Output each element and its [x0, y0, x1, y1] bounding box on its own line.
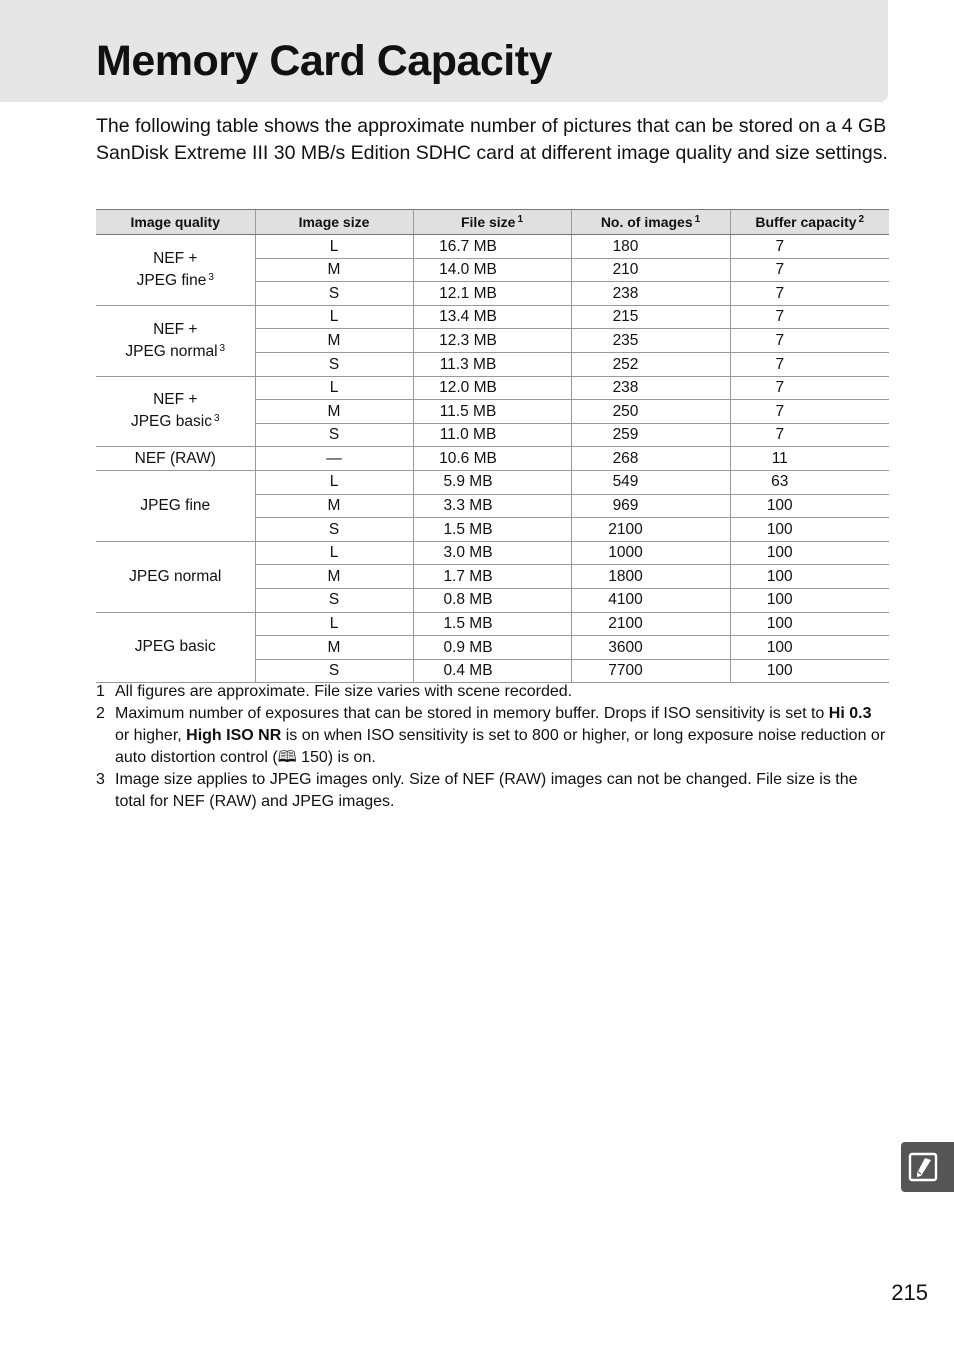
- buffer-capacity-cell: 100: [730, 636, 889, 660]
- file-size-cell: 12.1 MB: [413, 282, 571, 306]
- image-quality-label: NEF +: [153, 391, 198, 409]
- image-size-cell: M: [255, 329, 413, 353]
- footnote-number: 3: [96, 771, 105, 788]
- image-count-cell: 1000: [571, 541, 730, 565]
- file-size-cell: 12.0 MB: [413, 376, 571, 400]
- buffer-capacity-cell: 11: [730, 447, 889, 471]
- buffer-capacity-cell: 7: [730, 400, 889, 424]
- buffer-capacity-cell: 7: [730, 235, 889, 259]
- column-header-label: Image size: [298, 214, 370, 230]
- buffer-capacity-cell: 100: [730, 565, 889, 589]
- file-size-cell: 0.9 MB: [413, 636, 571, 660]
- image-quality-cell: [96, 235, 255, 306]
- intro-paragraph: The following table shows the approximate number of pictures that can be stored on a 4 GB SanDisk Extreme III 30 MB/s Edition SDHC card at different image quality and size settings.: [96, 115, 888, 164]
- page-number: 215: [891, 1280, 928, 1305]
- image-count-cell: 235: [571, 329, 730, 353]
- image-count-cell: 259: [571, 423, 730, 447]
- file-size-cell: 10.6 MB: [413, 447, 571, 471]
- column-header-label: Buffer capacity: [755, 214, 857, 230]
- image-size-cell: S: [255, 659, 413, 683]
- buffer-capacity-cell: 100: [730, 612, 889, 636]
- image-quality-cell: [96, 305, 255, 376]
- footnote-text: [115, 681, 888, 703]
- footnote-text: [115, 703, 888, 769]
- file-size-cell: 11.3 MB: [413, 352, 571, 376]
- image-size-cell: —: [255, 447, 413, 471]
- footnote-marker: 1: [517, 214, 524, 225]
- buffer-capacity-cell: 100: [730, 494, 889, 518]
- footnote-marker: 2: [858, 214, 865, 225]
- file-size-cell: 16.7 MB: [413, 235, 571, 259]
- image-count-cell: 3600: [571, 636, 730, 660]
- image-size-cell: S: [255, 282, 413, 306]
- footnote-text-part: Maximum number of exposures that can be stored in memory buffer. Drops if ISO sensitivity is set to: [115, 705, 829, 722]
- column-header: [730, 210, 889, 235]
- image-size-cell: S: [255, 588, 413, 612]
- section-tab: [901, 1142, 954, 1192]
- footnote: [96, 769, 888, 813]
- buffer-capacity-cell: 7: [730, 329, 889, 353]
- image-count-cell: 969: [571, 494, 730, 518]
- image-count-cell: 7700: [571, 659, 730, 683]
- footnote-marker: 3: [219, 342, 226, 354]
- table-row: [96, 541, 889, 565]
- image-count-cell: 549: [571, 470, 730, 494]
- menu-item-name: High ISO NR: [186, 727, 282, 744]
- menu-item-name: Hi 0.3: [828, 705, 872, 722]
- footnote-text-part: Image size applies to JPEG images only. Size of NEF (RAW) images can not be changed. File size is the total for NEF (RAW) and JPEG images.: [115, 771, 858, 810]
- image-quality-label: JPEG fine: [140, 496, 211, 514]
- book-icon: 🕮: [277, 749, 297, 766]
- image-size-cell: M: [255, 258, 413, 282]
- file-size-cell: 11.5 MB: [413, 400, 571, 424]
- image-size-cell: L: [255, 612, 413, 636]
- table-row: [96, 612, 889, 636]
- image-count-cell: 250: [571, 400, 730, 424]
- image-quality-cell: [96, 470, 255, 541]
- image-quality-label: JPEG basic: [130, 413, 212, 431]
- footnote-number: 1: [96, 683, 105, 700]
- image-count-cell: 2100: [571, 612, 730, 636]
- footnote-marker: 3: [213, 413, 220, 425]
- image-size-cell: L: [255, 541, 413, 565]
- file-size-cell: 0.4 MB: [413, 659, 571, 683]
- column-header-label: No. of images: [600, 214, 693, 230]
- image-count-cell: 180: [571, 235, 730, 259]
- footnotes: [96, 681, 888, 813]
- image-quality-cell: [96, 612, 255, 683]
- footnote-number: 2: [96, 705, 105, 722]
- image-count-cell: 238: [571, 282, 730, 306]
- image-count-cell: 2100: [571, 518, 730, 542]
- column-header-label: File size: [460, 214, 516, 230]
- buffer-capacity-cell: 7: [730, 423, 889, 447]
- image-count-cell: 210: [571, 258, 730, 282]
- column-header: [255, 210, 413, 235]
- image-size-cell: L: [255, 470, 413, 494]
- file-size-cell: 0.8 MB: [413, 588, 571, 612]
- footnote-marker: 3: [208, 271, 214, 283]
- table-row: [96, 470, 889, 494]
- file-size-cell: 1.5 MB: [413, 518, 571, 542]
- file-size-cell: 3.3 MB: [413, 494, 571, 518]
- image-quality-label: JPEG fine: [136, 271, 207, 289]
- image-quality-label: JPEG basic: [134, 638, 216, 656]
- table-row: [96, 235, 889, 259]
- image-size-cell: M: [255, 565, 413, 589]
- image-count-cell: 4100: [571, 588, 730, 612]
- image-size-cell: M: [255, 400, 413, 424]
- table-row: [96, 376, 889, 400]
- image-quality-label: JPEG normal: [129, 567, 222, 585]
- file-size-cell: 13.4 MB: [413, 305, 571, 329]
- buffer-capacity-cell: 7: [730, 282, 889, 306]
- column-header: [96, 210, 255, 235]
- image-quality-label: NEF +: [153, 320, 198, 338]
- image-size-cell: S: [255, 518, 413, 542]
- file-size-cell: 14.0 MB: [413, 258, 571, 282]
- image-quality-cell: [96, 447, 255, 471]
- buffer-capacity-cell: 100: [730, 518, 889, 542]
- footnote-marker: 1: [694, 214, 701, 225]
- table-row: [96, 447, 889, 471]
- image-size-cell: M: [255, 636, 413, 660]
- footnote-text-part: All figures are approximate. File size varies with scene recorded.: [115, 683, 573, 700]
- image-size-cell: L: [255, 376, 413, 400]
- memory-card-capacity-table: [96, 209, 889, 683]
- image-size-cell: L: [255, 305, 413, 329]
- page-title: Memory Card Capacity: [96, 37, 552, 85]
- footnote-text-part: or higher,: [115, 727, 187, 744]
- image-size-cell: S: [255, 423, 413, 447]
- file-size-cell: 3.0 MB: [413, 541, 571, 565]
- image-size-cell: S: [255, 352, 413, 376]
- column-header: [413, 210, 571, 235]
- image-count-cell: 1800: [571, 565, 730, 589]
- footnote: [96, 703, 888, 769]
- footnote-text-part: 150) is on.: [296, 749, 376, 766]
- column-header-label: Image quality: [130, 214, 220, 230]
- file-size-cell: 11.0 MB: [413, 423, 571, 447]
- table-row: [96, 305, 889, 329]
- footnote-text: [115, 769, 888, 813]
- file-size-cell: 1.7 MB: [413, 565, 571, 589]
- buffer-capacity-cell: 7: [730, 305, 889, 329]
- image-count-cell: 268: [571, 447, 730, 471]
- image-quality-cell: [96, 541, 255, 612]
- table-header-row: [96, 210, 889, 235]
- image-quality-label: NEF (RAW): [134, 449, 216, 467]
- file-size-cell: 12.3 MB: [413, 329, 571, 353]
- image-size-cell: M: [255, 494, 413, 518]
- buffer-capacity-cell: 100: [730, 659, 889, 683]
- buffer-capacity-cell: 7: [730, 352, 889, 376]
- footnote-text-part: is on when ISO sensitivity is set to 800 or higher, or long exposure noise reduction or auto distortion control (: [115, 727, 886, 766]
- image-quality-label: JPEG normal: [125, 342, 218, 360]
- buffer-capacity-cell: 100: [730, 588, 889, 612]
- footnote: [96, 681, 888, 703]
- buffer-capacity-cell: 100: [730, 541, 889, 565]
- image-count-cell: 238: [571, 376, 730, 400]
- image-quality-label: NEF +: [153, 249, 198, 267]
- buffer-capacity-cell: 7: [730, 376, 889, 400]
- pencil-icon: [908, 1152, 938, 1182]
- buffer-capacity-cell: 7: [730, 258, 889, 282]
- image-size-cell: L: [255, 235, 413, 259]
- image-count-cell: 252: [571, 352, 730, 376]
- image-count-cell: 215: [571, 305, 730, 329]
- file-size-cell: 5.9 MB: [413, 470, 571, 494]
- buffer-capacity-cell: 63: [730, 470, 889, 494]
- image-quality-cell: [96, 376, 255, 447]
- file-size-cell: 1.5 MB: [413, 612, 571, 636]
- column-header: [571, 210, 730, 235]
